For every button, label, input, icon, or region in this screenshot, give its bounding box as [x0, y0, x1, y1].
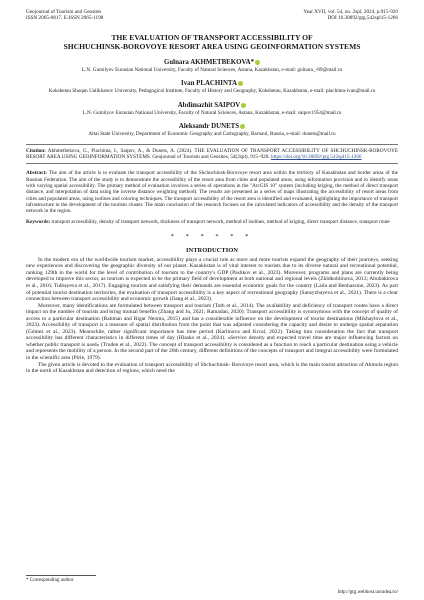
volume-info: Year XVII, vol. 54, no. 2spl, 2024, p.915-920: [303, 9, 398, 15]
author-affiliation: L.N. Gumilyov Eurasian National University, Faculty of Natural Sciences, Astana, Kazakhstan, e-mail: gulnara_-89@mail.ru: [81, 66, 343, 73]
paragraph: Moreover, many identifications are formulated between transport and tourism (Toth et al., 2014). The availability and deficiency of transport routes have a direct impact on the number of tourists and bring mutual benefits (Zhang and Ju, 2021; Ramadan, 2020). Transport accessibility is synonymous with the concept of quality of access to a particular destination (Rahman and Rigar Neoma, 2015) and has a considerable influence on the development of tourist destinations (Mikhaylova et al., 2023). Accessibility of transport is a measure of spatial distribution from the point that was adjusted considering the capacity and desire to undergo spatial separation (Gómez et al., 2023). Meanwhile, rather significant importance has time period (Karlinova and Krcal, 2022). Taking into consideration the fact that transport accessibility has different characteristics in different times of day (Hlasko et al., 2024). «Service density and expected travel time are major influencing factors on whether public transport is used» (Truden et al., 2022). The concept of transport accessibility is considered as a function to reach a particular destination using a vehicle and represents the mobility of a person. In the second part of the 20th century, different definitions of the concepts of transport and integral accessibility were formulated in the scientific area (Pirie, 1979).: [26, 302, 398, 362]
orcid-icon[interactable]: [238, 81, 243, 86]
running-header: [26, 9, 398, 22]
author-affiliation: Kokshetau Shoqan Ualikhanov University, Pedagogical Institute, Faculty of History and Geography, Kokshetau, Kazakhstan, e-mail: plachinta-ivan@mail.ru: [48, 88, 376, 95]
citation-doi-link[interactable]: https://doi.org/10.30892/gtg.542spl15-1266: [270, 154, 362, 161]
footnote: * Corresponding author: [26, 575, 398, 583]
author-name: Ivan PLACHINTA: [26, 80, 398, 88]
footnote-rule: [26, 575, 96, 576]
issn: ISSN 2065-0817, E-ISSN 2065-1198: [26, 15, 104, 22]
section-heading: INTRODUCTION: [185, 246, 238, 254]
author-name: Abdimazhit SAIPOV: [26, 102, 398, 110]
paragraph: In the modern era of the worldwide tourism market, accessibility plays a crucial role as more and more tourists expand the geography of their journeys, seeking new experiences and discovering the geographic diversity of our planet. Kazakhstan is of vital interest to tourists due to its diverse natural and recreational potential, ranking 129th in the world for the level of contribution of tourism to the country's GDP (Pashkov et al., 2023). Moreover, programs and plans are currently being developed to improve this sector, as tourism is expected to be the primary field of development at both national and regional levels (Zhidkoblinova, 2013; Abubakirova et al., 2016; Tulbayeva et al., 2017). Engaging tourists and satisfying their demands are essential economic goals for the country (Laila and Benhassine, 2023). As part of potential tourist destination territories, the evaluation of transport accessibility is a key aspect of recreational geography (Sansyzbayeva et al., 2021). There is a clear connection between transport accessibility and economic growth (Jiang et al., 2023).: [26, 256, 398, 303]
author-affiliation: Altai State University, Department of Economic Geography and Cartography, Barnaul, Russia, e-mail: dunets@mail.ru: [88, 131, 336, 138]
authors-block: [26, 59, 398, 138]
orcid-icon[interactable]: [255, 60, 260, 65]
orcid-icon[interactable]: [240, 124, 245, 129]
abstract: Abstract: The aim of the article is to evaluate the transport accessibility of the Shchuchinsk-Borovoye resort area within the territory of Kazakhstan and border areas of the Russian Federation. The aim of the study is to demonstrate the accessibility of the resort area from cities and populated areas, using information provision and to identify areas with varying spatial accessibility. The primary method of evaluation involves a series of operations in the "ArcGIS 10" system (including kriging, the method of direct transport distance, and interpolation of data using the inverse distance weighting method). The results are presented as a series of maps illustrating the accessibility of resort areas from cities and populated areas, using isolines and coloring techniques. The transport accessibility of the resort area is identified and evaluated, highlighting the importance of transport infrastructure in the development of the tourism cluster. The main conclusion of the research focuses on the calculated indicators of accessibility and the density of the transport network in the region.: [26, 170, 398, 215]
orcid-icon[interactable]: [241, 103, 246, 108]
journal-website-link[interactable]: http://gtg.webhost.uoradea.ro/: [337, 590, 398, 595]
paper-title: THE EVALUATION OF TRANSPORT ACCESSIBILITY OF SHCHUCHINSK-BOROVOYE RESORT AREA USING GEOINFORMATION SYSTEMS: [63, 32, 361, 52]
citation-box: Citation: Akhmetbekova, G., Plachinta, I., Saipov, A., & Dunets, A. (2024). THE EVALUATION OF TRANSPORT ACCESSIBILITY OF SHCHUCHINSK-BOROVOYE RESORT AREA USING GEOINFORMATION SYSTEMS. Geojournal of Tourism and Geosites, 54(2spl), 915–920. https://doi.org/10.30892/gtg.542spl15-1266: [26, 144, 398, 165]
keywords: Keywords: transport accessibility, density of transport network, thickness of transport network, method of isolines, method of kriging, direct transport distance, transport route: [26, 218, 390, 225]
journal-name: Geojournal of Tourism and Geosites: [26, 9, 102, 15]
author-name: Gulnara AKHMETBEKOVA*: [26, 59, 398, 67]
introduction-body: [26, 257, 398, 375]
section-separator: * * * * * *: [170, 232, 254, 240]
author-name: Aleksandr DUNETS: [26, 123, 398, 131]
author-affiliation: L.N. Gumilyov Eurasian National University, Faculty of Natural Sciences, Astana, Kazakhstan, e-mail: saipov1954@mail.ru: [82, 109, 342, 116]
paragraph: The given article is devoted to the evaluation of transport accessibility of Shchuchinsk- Borovoye resort area, which is the main tourist attraction of Akmola region in the north of Kazakhstan and detection of regions, which need the: [26, 361, 398, 375]
header-doi: DOI 10.30892/gtg.542spl15-1266: [327, 15, 398, 22]
